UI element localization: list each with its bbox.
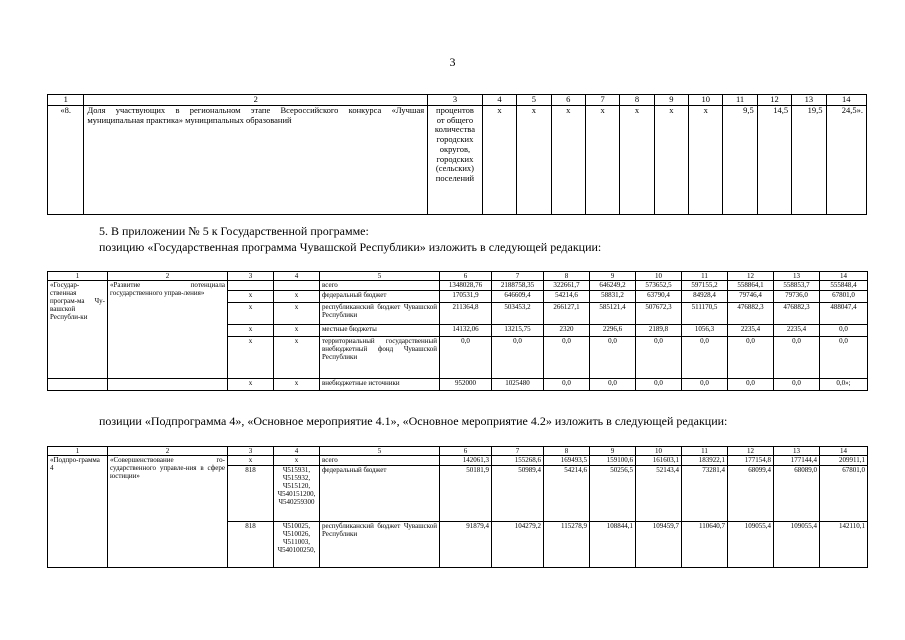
header-cell: 3 [428, 95, 483, 106]
unit-line: поселений [435, 173, 475, 184]
value-cell: x [689, 105, 723, 214]
header-cell: 3 [228, 447, 274, 456]
header-cell: 13 [774, 272, 820, 281]
code-line: Ч510026, [282, 530, 311, 539]
value-cell: 0,0 [636, 337, 682, 379]
header-cell: 6 [440, 447, 492, 456]
value-cell: 161603,1 [636, 456, 682, 466]
value-cell: 159100,6 [590, 456, 636, 466]
value-cell: 67801,0 [820, 466, 868, 522]
value-cell: 109055,4 [728, 522, 774, 568]
value-cell: 488047,4 [820, 303, 868, 325]
value-cell: x [585, 105, 619, 214]
code-line: x [294, 456, 299, 465]
code-cell: x [228, 291, 274, 303]
value-cell: x [517, 105, 551, 214]
source-cell: республиканский бюджет Чувашской Республики [320, 303, 440, 325]
code-cell: 818 [228, 522, 274, 568]
table-row [48, 379, 868, 391]
value-cell: 68099,4 [728, 466, 774, 522]
value-cell: 73281,4 [682, 466, 728, 522]
value-cell: 24,5». [826, 105, 867, 214]
source-cell: федеральный бюджет [320, 466, 440, 522]
header-cell: 13 [774, 447, 820, 456]
value-cell: 177154,8 [728, 456, 774, 466]
header-cell: 7 [492, 447, 544, 456]
value-cell: 555848,4 [820, 281, 868, 291]
paragraph-subprogram: позиции «Подпрограмма 4», «Основное мероприятие 4.1», «Основное мероприятие 4.2» изложить в следующей редакции: [99, 414, 728, 428]
value-cell: 1056,3 [682, 325, 728, 337]
value-cell: 0,0»; [820, 379, 868, 391]
value-cell: 0,0 [682, 337, 728, 379]
code-line: Ч510025, [282, 522, 311, 531]
header-cell: 9 [590, 272, 636, 281]
header-cell: 2 [84, 95, 428, 106]
value-cell: 476882,3 [728, 303, 774, 325]
value-cell: 19,5 [792, 105, 826, 214]
header-cell: 5 [320, 447, 440, 456]
program-table [47, 271, 868, 391]
header-cell: 7 [585, 95, 619, 106]
unit-line: (сельских) [435, 163, 475, 174]
value-cell: 50989,4 [492, 466, 544, 522]
value-cell: 142061,3 [440, 456, 492, 466]
source-cell: федеральный бюджет [320, 291, 440, 303]
value-cell: 0,0 [440, 337, 492, 379]
code-cell [274, 281, 320, 291]
header-cell: 2 [108, 272, 228, 281]
unit-cell [428, 105, 483, 214]
value-cell: 0,0 [774, 337, 820, 379]
header-cell: 5 [517, 95, 551, 106]
code-cell: x [274, 291, 320, 303]
source-cell: внебюджетные источники [320, 379, 440, 391]
code-cell [228, 281, 274, 291]
code-line: Ч540259300 [278, 498, 315, 507]
value-cell: 2189,8 [636, 325, 682, 337]
unit-line: округов, [439, 143, 471, 154]
header-cell: 1 [48, 447, 108, 456]
header-cell: 11 [682, 272, 728, 281]
unit-line: процентов [436, 105, 474, 115]
paragraph-position: позицию «Государственная программа Чувашской Республики» изложить в следующей редакции: [99, 240, 602, 254]
value-cell: 1348028,76 [440, 281, 492, 291]
header-cell: 8 [620, 95, 654, 106]
value-cell: 507672,3 [636, 303, 682, 325]
paragraph-appendix: 5. В приложении № 5 к Государственной программе: [99, 224, 369, 238]
program-title-cell: «Развитие потенциала государственного управ-ления» [108, 281, 228, 379]
source-cell: местные бюджеты [320, 325, 440, 337]
code-cell: x [274, 379, 320, 391]
header-cell: 9 [654, 95, 688, 106]
value-cell: 58831,2 [590, 291, 636, 303]
value-cell: 322661,7 [544, 281, 590, 291]
value-cell: 209911,1 [820, 456, 868, 466]
empty-cell [48, 379, 108, 391]
value-cell: 0,0 [636, 379, 682, 391]
program-name-cell: «Государ-ственная програм-ма Чу-вашской Республи-ки [48, 281, 108, 379]
indicators-table [47, 94, 867, 215]
value-cell: 109055,4 [774, 522, 820, 568]
value-cell: 54214,6 [544, 291, 590, 303]
code-cell: x [228, 456, 274, 466]
value-cell: 2188758,35 [492, 281, 544, 291]
value-cell: 109459,7 [636, 522, 682, 568]
value-cell: 558853,7 [774, 281, 820, 291]
value-cell: 503453,2 [492, 303, 544, 325]
code-list-cell [274, 456, 320, 466]
code-cell: x [274, 337, 320, 379]
value-cell: 155268,6 [492, 456, 544, 466]
code-line: Ч515120, [282, 482, 311, 491]
code-cell: x [228, 379, 274, 391]
value-cell: x [654, 105, 688, 214]
table-row [48, 456, 868, 466]
row-number: «8. [48, 105, 84, 214]
value-cell: 646249,2 [590, 281, 636, 291]
header-cell: 1 [48, 95, 84, 106]
value-cell: 0,0 [728, 379, 774, 391]
code-cell: x [274, 303, 320, 325]
value-cell: 0,0 [544, 379, 590, 391]
value-cell: 2235,4 [774, 325, 820, 337]
value-cell: x [620, 105, 654, 214]
table-row [48, 105, 867, 214]
value-cell: 110640,7 [682, 522, 728, 568]
subprogram-table [47, 446, 868, 568]
value-cell: 50181,9 [440, 466, 492, 522]
code-line: Ч540100250, [277, 546, 316, 555]
value-cell: 0,0 [590, 379, 636, 391]
value-cell: 0,0 [682, 379, 728, 391]
subprogram-name-cell: «Подпро-грамма 4 [48, 456, 108, 568]
value-cell: 511170,5 [682, 303, 728, 325]
header-cell: 9 [590, 447, 636, 456]
value-cell: 63790,4 [636, 291, 682, 303]
value-cell: 266127,1 [544, 303, 590, 325]
value-cell: x [551, 105, 585, 214]
header-cell: 4 [274, 272, 320, 281]
header-cell: 4 [274, 447, 320, 456]
table-header-row [48, 447, 868, 456]
value-cell: 2235,4 [728, 325, 774, 337]
value-cell: 50256,5 [590, 466, 636, 522]
header-cell: 10 [636, 272, 682, 281]
code-cell: x [228, 303, 274, 325]
header-cell: 12 [757, 95, 791, 106]
header-cell: 10 [636, 447, 682, 456]
empty-cell [108, 379, 228, 391]
header-cell: 12 [728, 447, 774, 456]
code-cell: x [228, 325, 274, 337]
value-cell: 597155,2 [682, 281, 728, 291]
value-cell: 67801,0 [820, 291, 868, 303]
header-cell: 11 [682, 447, 728, 456]
header-cell: 12 [728, 272, 774, 281]
source-cell: территориальный государственный внебюджетный фонд Чувашской Республики [320, 337, 440, 379]
value-cell: 170531,9 [440, 291, 492, 303]
value-cell: x [482, 105, 516, 214]
indicator-name: Доля участвующих в региональном этапе Всероссийского конкурса «Лучшая муниципальная практика» муниципальных образований [84, 105, 428, 214]
code-line: Ч540151200, [277, 490, 316, 499]
value-cell: 84928,4 [682, 291, 728, 303]
code-cell: x [228, 337, 274, 379]
value-cell: 115278,9 [544, 522, 590, 568]
source-cell: всего [320, 281, 440, 291]
header-cell: 8 [544, 447, 590, 456]
value-cell: 142110,1 [820, 522, 868, 568]
unit-line: от общего [436, 114, 474, 125]
table-row [48, 281, 868, 291]
header-cell: 14 [820, 447, 868, 456]
code-cell: x [274, 325, 320, 337]
value-cell: 0,0 [774, 379, 820, 391]
code-line: Ч511003, [282, 538, 311, 547]
header-cell: 7 [492, 272, 544, 281]
value-cell: 79746,4 [728, 291, 774, 303]
value-cell: 0,0 [492, 337, 544, 379]
header-cell: 4 [482, 95, 516, 106]
table-header-row [48, 95, 867, 106]
value-cell: 14132,06 [440, 325, 492, 337]
header-cell: 8 [544, 272, 590, 281]
code-line: Ч515932, [282, 474, 311, 483]
value-cell: 52143,4 [636, 466, 682, 522]
value-cell: 54214,6 [544, 466, 590, 522]
header-cell: 2 [108, 447, 228, 456]
value-cell: 2296,6 [590, 325, 636, 337]
code-cell: 818 [228, 466, 274, 522]
unit-line: количества [434, 124, 475, 135]
value-cell: 211364,8 [440, 303, 492, 325]
value-cell: 0,0 [820, 325, 868, 337]
code-list-cell [274, 522, 320, 568]
value-cell: 108844,1 [590, 522, 636, 568]
source-cell: республиканский бюджет Чувашской Республики [320, 522, 440, 568]
value-cell: 104279,2 [492, 522, 544, 568]
value-cell: 476882,3 [774, 303, 820, 325]
unit-line: городских [436, 134, 474, 145]
source-cell: всего [320, 456, 440, 466]
value-cell: 2320 [544, 325, 590, 337]
value-cell: 9,5 [723, 105, 757, 214]
header-cell: 1 [48, 272, 108, 281]
header-cell: 13 [792, 95, 826, 106]
subprogram-title-cell: «Совершенствование го-сударственного управле-ния в сфере юстиции» [108, 456, 228, 568]
value-cell: 646609,4 [492, 291, 544, 303]
value-cell: 558864,1 [728, 281, 774, 291]
value-cell: 68089,0 [774, 466, 820, 522]
value-cell: 91879,4 [440, 522, 492, 568]
header-cell: 6 [551, 95, 585, 106]
header-cell: 10 [689, 95, 723, 106]
value-cell: 14,5 [757, 105, 791, 214]
value-cell: 0,0 [728, 337, 774, 379]
header-cell: 3 [228, 272, 274, 281]
unit-line: городских [436, 153, 474, 164]
value-cell: 169493,5 [544, 456, 590, 466]
header-cell: 5 [320, 272, 440, 281]
header-cell: 14 [820, 272, 868, 281]
value-cell: 79736,0 [774, 291, 820, 303]
value-cell: 183922,1 [682, 456, 728, 466]
value-cell: 0,0 [544, 337, 590, 379]
value-cell: 0,0 [820, 337, 868, 379]
table-header-row [48, 272, 868, 281]
code-list-cell [274, 466, 320, 522]
header-cell: 14 [826, 95, 867, 106]
header-cell: 11 [723, 95, 757, 106]
value-cell: 13215,75 [492, 325, 544, 337]
header-cell: 6 [440, 272, 492, 281]
page-number: 3 [449, 55, 456, 69]
value-cell: 177144,4 [774, 456, 820, 466]
value-cell: 0,0 [590, 337, 636, 379]
value-cell: 1025480 [492, 379, 544, 391]
code-line: Ч515931, [282, 466, 311, 475]
value-cell: 573652,5 [636, 281, 682, 291]
value-cell: 952000 [440, 379, 492, 391]
value-cell: 585121,4 [590, 303, 636, 325]
